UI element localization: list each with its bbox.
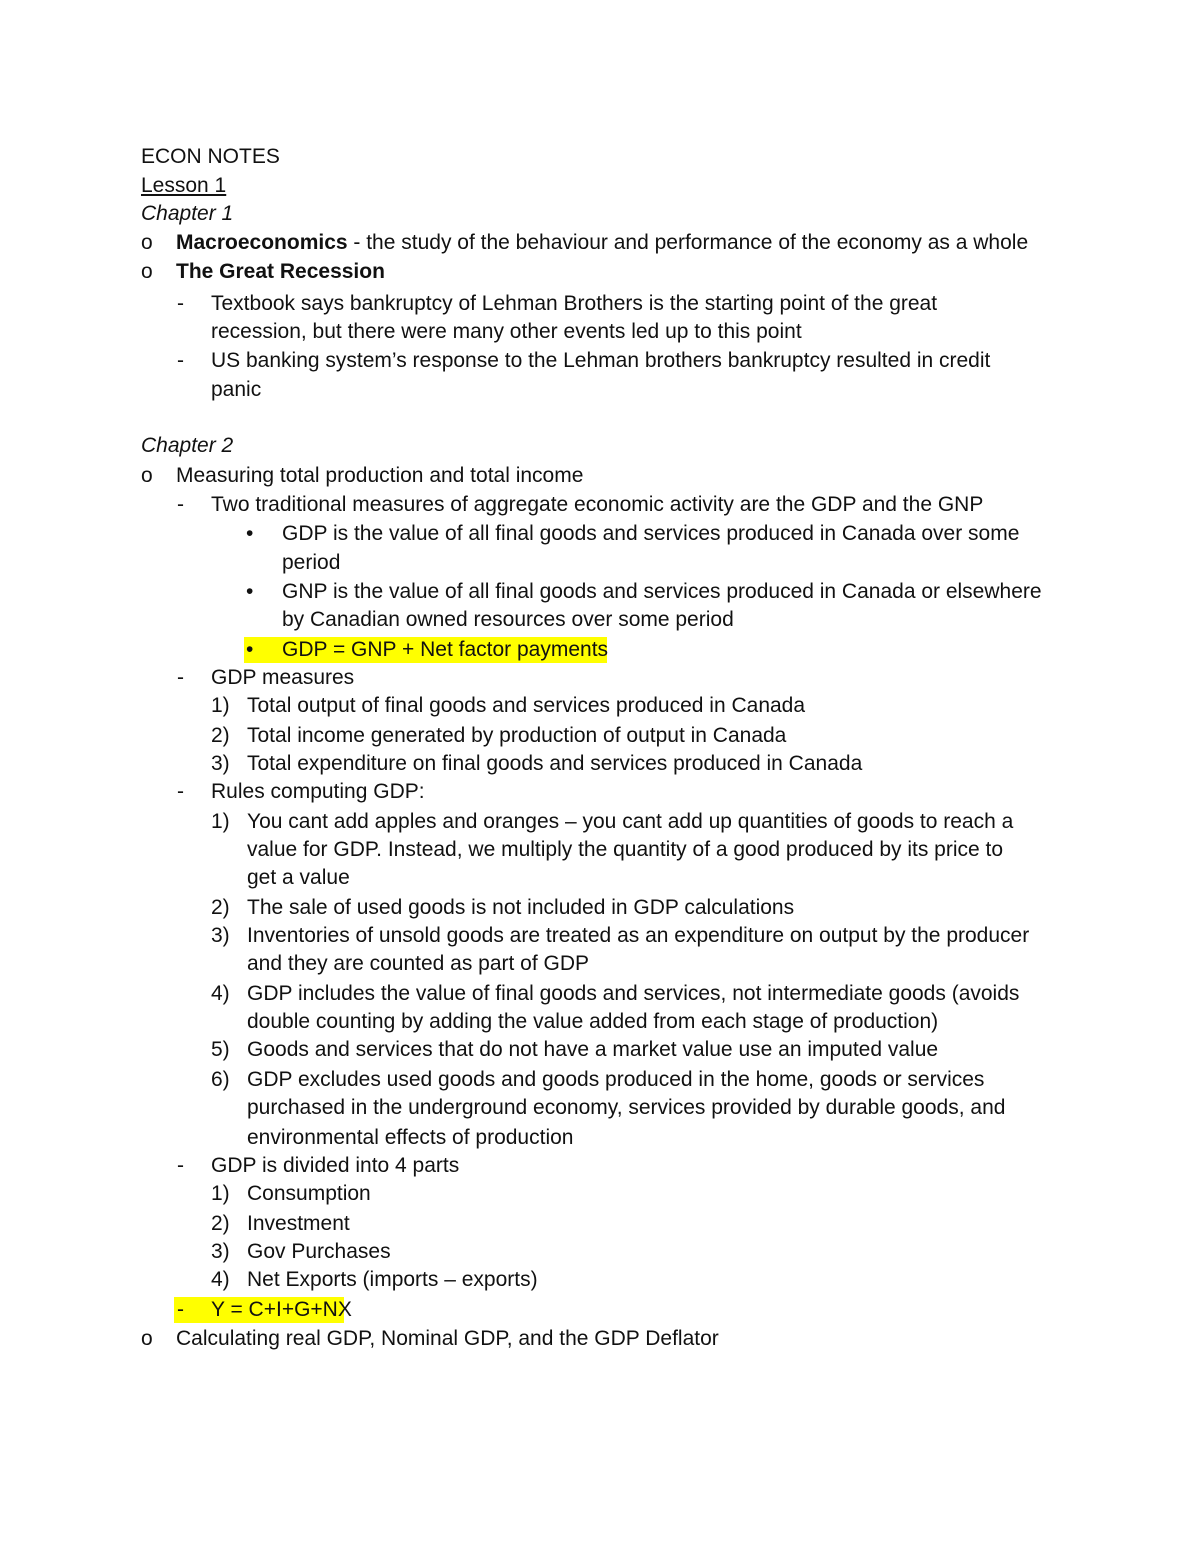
- round-bullet: •: [246, 580, 254, 603]
- part-item: Consumption: [247, 1182, 371, 1205]
- rule-4-line-1: GDP includes the value of final goods and services, not intermediate goods (avoids: [247, 982, 1020, 1005]
- gdp-definition-line-2: period: [282, 551, 341, 574]
- measure-item: Total income generated by production of output in Canada: [247, 724, 787, 747]
- macroeconomics-item: [176, 229, 1028, 257]
- rule-2: The sale of used goods is not included in GDP calculations: [247, 896, 795, 919]
- dash-bullet: -: [177, 493, 184, 516]
- rule-3-line-2: and they are counted as part of GDP: [247, 952, 590, 975]
- dash-bullet: -: [177, 780, 184, 803]
- number-marker: 6): [211, 1068, 230, 1091]
- dash-bullet: -: [177, 666, 184, 689]
- rule-6-line-3: environmental effects of production: [247, 1126, 574, 1149]
- rule-4-line-2: double counting by adding the value added from each stage of production): [247, 1010, 939, 1033]
- calculating-item: Calculating real GDP, Nominal GDP, and the GDP Deflator: [176, 1327, 719, 1350]
- number-marker: 2): [211, 724, 230, 747]
- macroeconomics-definition: - the study of the behaviour and performance of the economy as a whole: [347, 231, 1029, 254]
- part-item: Gov Purchases: [247, 1240, 391, 1263]
- number-marker: 5): [211, 1038, 230, 1061]
- number-marker: 2): [211, 896, 230, 919]
- chapter-2-heading: Chapter 2: [141, 434, 234, 457]
- number-marker: 4): [211, 1268, 230, 1291]
- number-marker: 3): [211, 924, 230, 947]
- measure-item: Total expenditure on final goods and services produced in Canada: [247, 752, 863, 775]
- number-marker: 1): [211, 810, 230, 833]
- rules-heading: Rules computing GDP:: [211, 780, 425, 803]
- two-measures-item: Two traditional measures of aggregate economic activity are the GDP and the GNP: [211, 493, 984, 516]
- dash-bullet: -: [177, 1298, 184, 1321]
- number-marker: 1): [211, 1182, 230, 1205]
- round-bullet: •: [246, 522, 254, 545]
- recession-point-2-line-2: panic: [211, 378, 262, 401]
- gdp-definition-line-1: GDP is the value of all final goods and services produced in Canada over some: [282, 522, 1020, 545]
- recession-point-1-line-1: Textbook says bankruptcy of Lehman Brothers is the starting point of the great: [211, 292, 938, 315]
- parts-heading: GDP is divided into 4 parts: [211, 1154, 460, 1177]
- measuring-item: Measuring total production and total income: [176, 464, 584, 487]
- round-bullet: •: [246, 638, 254, 661]
- gdp-measures-heading: GDP measures: [211, 666, 355, 689]
- part-item: Net Exports (imports – exports): [247, 1268, 538, 1291]
- rule-1-line-2: value for GDP. Instead, we multiply the quantity of a good produced by its price to: [247, 838, 1004, 861]
- y-equation: Y = C+I+G+NX: [211, 1298, 352, 1321]
- rule-5: Goods and services that do not have a market value use an imputed value: [247, 1038, 939, 1061]
- recession-point-1-line-2: recession, but there were many other events led up to this point: [211, 320, 802, 343]
- circle-bullet: o: [141, 260, 153, 283]
- rule-6-line-2: purchased in the underground economy, services provided by durable goods, and: [247, 1096, 1006, 1119]
- rule-3-line-1: Inventories of unsold goods are treated as an expenditure on output by the producer: [247, 924, 1030, 947]
- circle-bullet: o: [141, 231, 153, 254]
- macroeconomics-term: Macroeconomics: [176, 231, 348, 254]
- part-item: Investment: [247, 1212, 350, 1235]
- dash-bullet: -: [177, 292, 184, 315]
- great-recession-term: The Great Recession: [176, 260, 385, 283]
- circle-bullet: o: [141, 464, 153, 487]
- recession-point-2-line-1: US banking system’s response to the Lehman brothers bankruptcy resulted in credit: [211, 349, 991, 372]
- measure-item: Total output of final goods and services produced in Canada: [247, 694, 806, 717]
- chapter-1-heading: Chapter 1: [141, 202, 234, 225]
- number-marker: 3): [211, 1240, 230, 1263]
- number-marker: 4): [211, 982, 230, 1005]
- rule-1-line-3: get a value: [247, 866, 350, 889]
- dash-bullet: -: [177, 349, 184, 372]
- dash-bullet: -: [177, 1154, 184, 1177]
- number-marker: 1): [211, 694, 230, 717]
- gnp-definition-line-1: GNP is the value of all final goods and services produced in Canada or elsewhere: [282, 580, 1042, 603]
- rule-1-line-1: You cant add apples and oranges – you cant add up quantities of goods to reach a: [247, 810, 1014, 833]
- doc-title: ECON NOTES: [141, 145, 280, 168]
- circle-bullet: o: [141, 1327, 153, 1350]
- gdp-gnp-equation: GDP = GNP + Net factor payments: [282, 638, 609, 661]
- number-marker: 2): [211, 1212, 230, 1235]
- gnp-definition-line-2: by Canadian owned resources over some period: [282, 608, 734, 631]
- number-marker: 3): [211, 752, 230, 775]
- lesson-heading: Lesson 1: [141, 174, 227, 197]
- rule-6-line-1: GDP excludes used goods and goods produced in the home, goods or services: [247, 1068, 985, 1091]
